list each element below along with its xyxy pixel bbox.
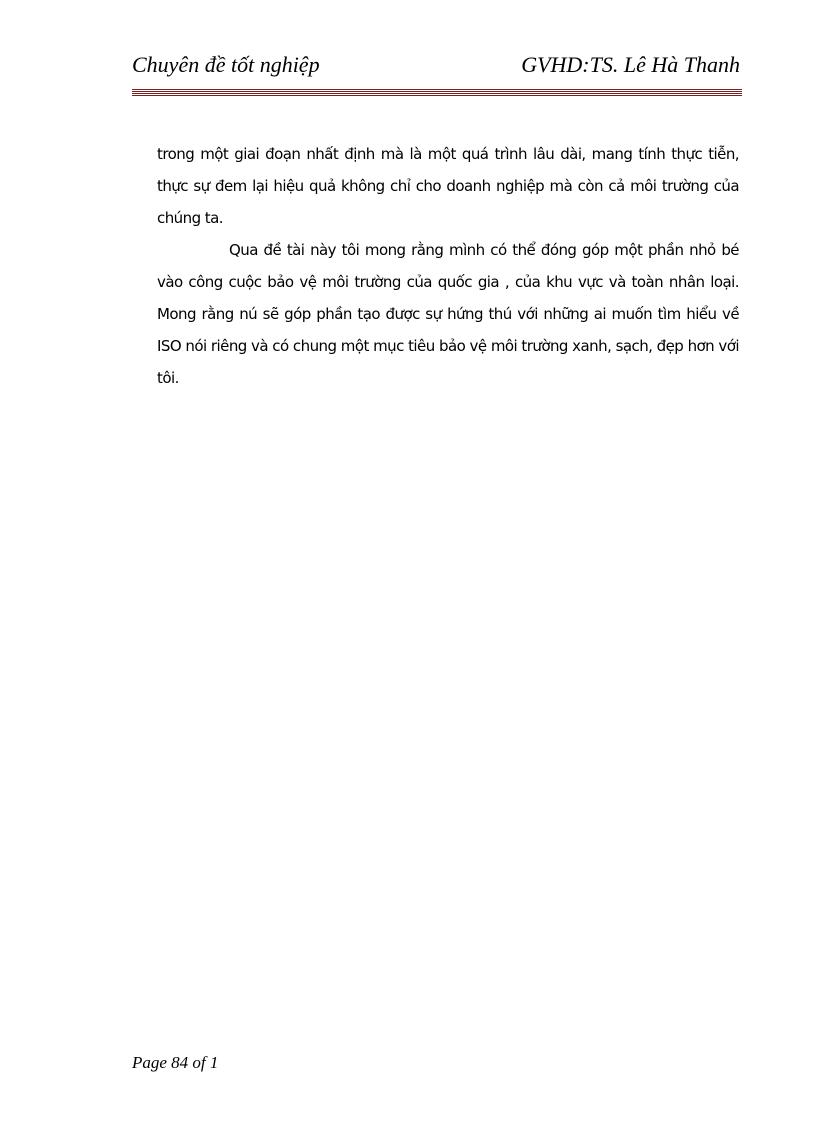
- paragraph-2: Qua đề tài này tôi mong rằng mình có thể đóng góp một phần nhỏ bé vào công cuộc bảo vệ môi trường của quốc gia , của khu vực và toàn nhân loại. Mong rằng nú sẽ góp phần tạo được sự hứng thú với những ai muốn tìm hiểu về ISO nói riêng và có chung một mục tiêu bảo vệ môi trường xanh, sạch, đẹp hơn với tôi.: [157, 241, 739, 387]
- paragraph-1: trong một giai đoạn nhất định mà là một quá trình lâu dài, mang tính thực tiễn, thực sự đem lại hiệu quả không chỉ cho doanh nghiệp mà còn cả môi trường của chúng ta.: [157, 145, 739, 227]
- document-body: [157, 138, 739, 394]
- header-divider: [132, 89, 742, 97]
- header-advisor: GVHD:TS. Lê Hà Thanh: [521, 52, 740, 77]
- page-header: [132, 50, 740, 84]
- page-number: Page 84 of 1: [132, 1053, 219, 1072]
- header-document-title: Chuyên đề tốt nghiệp: [132, 52, 320, 77]
